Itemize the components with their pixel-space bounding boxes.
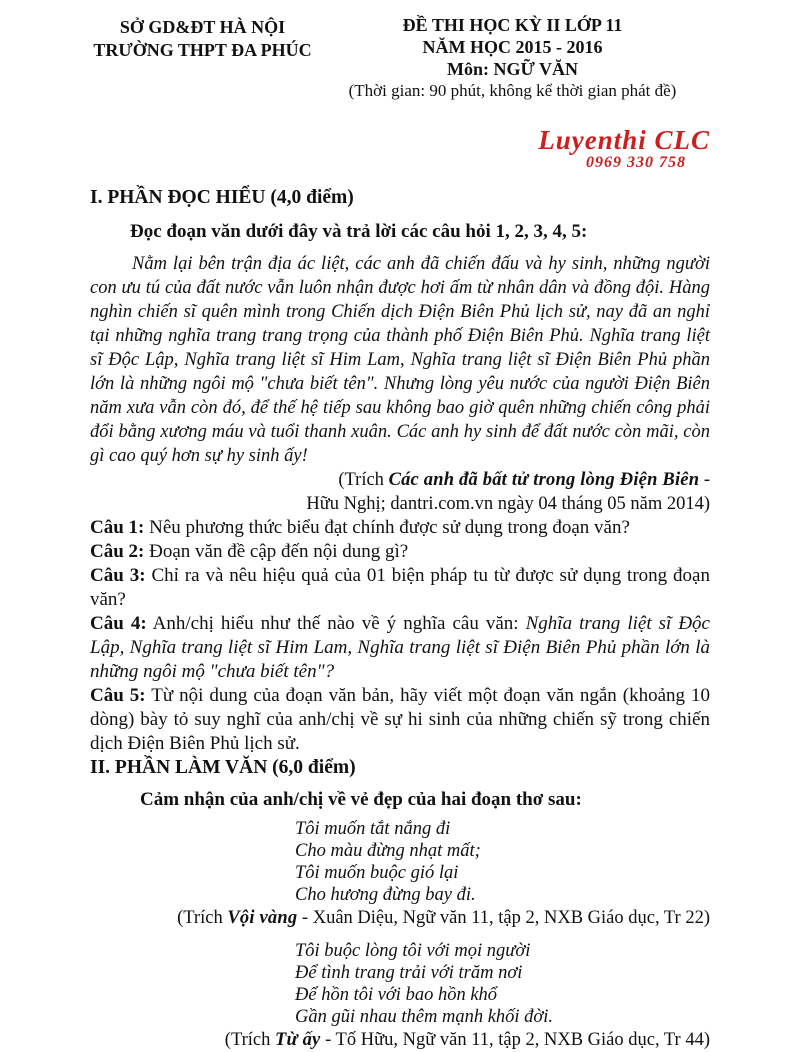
- citation-title: Các anh đã bất tử trong lòng Điện Biên: [388, 470, 700, 490]
- question-4-text: Anh/chị hiểu như thế nào về ý nghĩa câu văn:: [152, 613, 526, 634]
- reading-passage: Nằm lại bên trận địa ác liệt, các anh đã chiến đấu và hy sinh, những người con ưu tú của đất nước vẫn luôn nhận được hơi ấm từ nhân dân và đồng đội. Hàng nghìn chiến sĩ quên mình trong Chiến dịch Điện Biên Phủ lịch sử, nay đã an nghỉ tại những nghĩa trang trang trọng của thành phố Điện Biên Phủ. Nghĩa trang liệt sĩ Độc Lập, Nghĩa trang liệt sĩ Him Lam, Nghĩa trang liệt sĩ Điện Biên Phủ phần lớn là những ngôi mộ "chưa biết tên". Nhưng lòng yêu nước của người Điện Biên năm xưa vẫn còn đó, để thế hệ tiếp sau không bao giờ quên những chiến công phải đổi bằng xương máu và tuổi thanh xuân. Các anh hy sinh để đất nước còn mãi, còn gì cao quý hơn sự hy sinh ấy!: [90, 254, 710, 466]
- reading-instruction: Đọc đoạn văn dưới đây và trả lời các câu hỏi 1, 2, 3, 4, 5:: [130, 221, 588, 242]
- issuing-authority-block: [90, 14, 315, 102]
- essay-prompt: Cảm nhận của anh/chị về vẻ đẹp của hai đoạn thơ sau:: [140, 789, 582, 810]
- school-name: TRƯỜNG THPT ĐA PHÚC: [93, 40, 312, 60]
- section2-heading: II. PHẦN LÀM VĂN (6,0 điểm): [90, 757, 356, 778]
- poem-voi-vang: [295, 818, 710, 906]
- poem-tu-ay: [295, 940, 710, 1028]
- question-3-label: Câu 3:: [90, 565, 146, 586]
- question-4: [90, 612, 710, 684]
- subject-line: Môn: NGỮ VĂN: [447, 59, 578, 79]
- exam-title: ĐỀ THI HỌC KỲ II LỚP 11: [402, 15, 623, 35]
- question-4-label: Câu 4:: [90, 613, 147, 634]
- question-5: [90, 684, 710, 756]
- question-2-text: Đoạn văn đề cập đến nội dung gì?: [149, 541, 409, 562]
- passage-citation-line1: [90, 468, 710, 492]
- time-note: (Thời gian: 90 phút, không kể thời gian phát đề): [348, 81, 677, 100]
- poem1-citation: [90, 906, 710, 930]
- question-5-text: Từ nội dung của đoạn văn bản, hãy viết một đoạn văn ngắn (khoảng 10 dòng) bày tỏ suy nghĩ của anh/chị về sự hi sinh của những chiến sỹ trong chiến dịch Điện Biên Phủ lịch sử.: [90, 685, 710, 754]
- school-year: NĂM HỌC 2015 - 2016: [422, 37, 603, 57]
- department-name: SỞ GD&ĐT HÀ NỘI: [119, 17, 286, 37]
- logo-phone-number: 0969 330 758: [586, 154, 686, 171]
- poem2-line: Để hồn tôi với bao hồn khổ: [295, 985, 498, 1005]
- section1-heading: I. PHẦN ĐỌC HIỂU (4,0 điểm): [90, 187, 354, 208]
- poem2-cite-rest: - Tố Hữu, Ngữ văn 11, tập 2, NXB Giáo dục, Tr 44): [320, 1030, 710, 1050]
- citation-prefix: (Trích: [338, 470, 389, 490]
- question-3-text: Chỉ ra và nêu hiệu quả của 01 biện pháp tu từ được sử dụng trong đoạn văn?: [90, 565, 710, 610]
- poem1-line: Tôi muốn buộc gió lại: [295, 863, 459, 883]
- exam-title-block: [315, 14, 710, 102]
- question-1-text: Nêu phương thức biểu đạt chính được sử dụng trong đoạn văn?: [149, 517, 630, 538]
- poem2-line: Gần gũi nhau thêm mạnh khối đời.: [295, 1007, 554, 1027]
- logo-wordmark: Luyenthi CLC: [538, 125, 710, 155]
- poem2-line: Để tình trang trải với trăm nơi: [295, 963, 523, 983]
- poem1-line: Tôi muốn tắt nắng đi: [295, 819, 451, 839]
- question-4-quote: Nghĩa trang liệt sĩ Độc Lập, Nghĩa trang liệt sĩ Him Lam, Nghĩa trang liệt sĩ Điện Biên Phủ phần lớn là những ngôi mộ "chưa biết tên"?: [90, 613, 710, 682]
- poem1-cite-prefix: (Trích: [177, 908, 228, 928]
- question-1-label: Câu 1:: [90, 517, 145, 538]
- question-2: [90, 540, 710, 564]
- poem2-citation: [90, 1028, 710, 1052]
- citation-suffix: -: [699, 470, 710, 490]
- poem2-cite-title: Từ ấy: [274, 1030, 321, 1050]
- question-3: [90, 564, 710, 612]
- poem2-cite-prefix: (Trích: [224, 1030, 275, 1050]
- poem1-line: Cho hương đừng bay đi.: [295, 885, 476, 905]
- question-5-label: Câu 5:: [90, 685, 146, 706]
- document-header: [90, 14, 710, 102]
- passage-citation-line2: Hữu Nghị; dantri.com.vn ngày 04 tháng 05 năm 2014): [306, 494, 710, 514]
- poem2-line: Tôi buộc lòng tôi với mọi người: [295, 941, 531, 961]
- poem1-cite-rest: - Xuân Diệu, Ngữ văn 11, tập 2, NXB Giáo dục, Tr 22): [297, 908, 710, 928]
- question-1: [90, 516, 710, 540]
- question-2-label: Câu 2:: [90, 541, 145, 562]
- logo-block: [90, 126, 710, 172]
- poem1-cite-title: Vội vàng: [227, 908, 298, 928]
- poem1-line: Cho màu đừng nhạt mất;: [295, 841, 481, 861]
